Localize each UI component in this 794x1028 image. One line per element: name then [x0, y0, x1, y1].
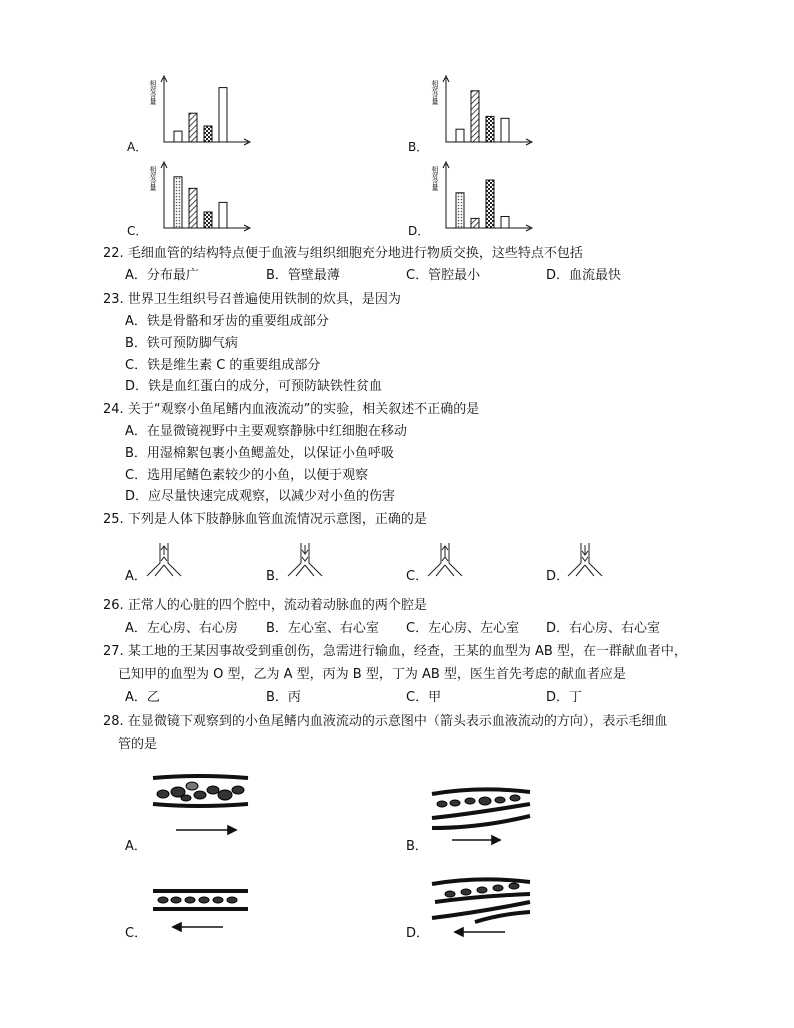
question-text: 在显微镜下观察到的小鱼尾鳍内血液流动的示意图中（箭头表示血液流动的方向），表示毛细血	[127, 714, 668, 729]
option-d: D．应尽量快速完成观察，以减少对小鱼的伤害	[125, 489, 396, 504]
option-label: C．	[127, 224, 148, 238]
y-axis-label: 相对含量	[431, 166, 439, 190]
option-a: A．铁是骨骼和牙齿的重要组成部分	[125, 314, 329, 329]
bar	[456, 193, 464, 228]
bar	[486, 116, 494, 142]
question-25	[103, 511, 427, 529]
question-number: 26.	[103, 598, 124, 613]
question-22	[103, 245, 583, 263]
option-d: D．铁是血红蛋白的成分，可预防缺铁性贫血	[125, 379, 383, 394]
bar-chart	[160, 162, 250, 232]
question-number: 28.	[103, 714, 124, 729]
option-b: B．管壁最薄	[266, 268, 340, 283]
vessel-diagram-a	[148, 770, 258, 840]
option-b: B．用湿棉絮包裹小鱼鳃盖处，以保证小鱼呼吸	[125, 446, 394, 461]
option-c: C．甲	[406, 690, 442, 705]
question-number: 22.	[103, 246, 124, 261]
option-d: D．丁	[546, 690, 583, 705]
question-26	[103, 597, 427, 615]
option-a: A．乙	[125, 690, 160, 705]
bar	[174, 177, 182, 228]
vein-diagram-a	[145, 543, 185, 583]
bar	[471, 91, 479, 142]
question-text: 毛细血管的结构特点便于血液与组织细胞充分地进行物质交换，这些特点不包括	[127, 246, 583, 261]
vein-diagram-c	[426, 543, 466, 583]
bar	[486, 180, 494, 228]
bar	[219, 202, 227, 228]
option-b: B．铁可预防脚气病	[125, 336, 238, 351]
bar	[189, 188, 197, 228]
option-a: A．左心房、右心房	[125, 621, 238, 636]
question-text: 世界卫生组织号召普遍使用铁制的炊具，是因为	[127, 292, 401, 307]
option-d: D．血流最快	[546, 268, 622, 283]
question-number: 24.	[103, 402, 124, 417]
option-c: C．选用尾鳍色素较少的小鱼，以便于观察	[125, 468, 369, 483]
option-a: A．	[125, 569, 147, 584]
y-axis-label: 相对含量	[149, 166, 157, 190]
option-c: C．	[406, 569, 429, 584]
option-label: B．	[408, 140, 429, 154]
bar	[189, 113, 197, 142]
question-text: 关于“观察小鱼尾鳍内血液流动”的实验，相关叙述不正确的是	[127, 402, 480, 417]
option-label: D．	[408, 224, 430, 238]
question-27-line-2: 已知甲的血型为 O 型，乙为 A 型，丙为 B 型，丁为 AB 型，医生首先考虑的献血者应是	[118, 667, 626, 682]
bar	[501, 118, 509, 142]
option-d: D．	[546, 569, 570, 584]
question-text: 某工地的王某因事故受到重创伤，急需进行输血，经查，王某的血型为 AB 型，在一群献血者中，	[127, 644, 687, 659]
vessel-diagram-d	[430, 872, 540, 942]
question-number: 27.	[103, 644, 124, 659]
option-b: B．	[266, 569, 288, 584]
question-24	[103, 401, 479, 419]
option-a: A．在显微镜视野中主要观察静脉中红细胞在移动	[125, 424, 407, 439]
option-d: D．	[406, 926, 430, 941]
option-b: B．	[406, 839, 428, 854]
bar	[204, 212, 212, 228]
option-b: B．左心室、右心室	[266, 621, 379, 636]
bar	[204, 126, 212, 142]
option-c: C．左心房、左心室	[406, 621, 520, 636]
question-text: 下列是人体下肢静脉血管血流情况示意图，正确的是	[127, 512, 427, 527]
bar-chart	[160, 76, 250, 146]
option-b: B．丙	[266, 690, 301, 705]
option-d: D．右心房、右心室	[546, 621, 661, 636]
vein-diagram-d	[566, 543, 606, 583]
y-axis-label: 相对含量	[431, 80, 439, 104]
question-23	[103, 291, 401, 309]
option-a: A．分布最广	[125, 268, 199, 283]
bar	[174, 131, 182, 142]
question-text: 正常人的心脏的四个腔中，流动着动脉血的两个腔是	[127, 598, 427, 613]
bar-chart	[442, 76, 532, 146]
option-c: C．	[125, 926, 148, 941]
vein-diagram-b	[286, 543, 326, 583]
question-27	[103, 643, 687, 661]
question-28	[103, 713, 667, 731]
bar	[501, 216, 509, 228]
bar-chart	[442, 162, 532, 232]
question-number: 23.	[103, 292, 124, 307]
question-number: 25.	[103, 512, 124, 527]
vessel-diagram-b	[430, 776, 540, 846]
y-axis-label: 相对含量	[149, 80, 157, 104]
bar	[471, 218, 479, 228]
vessel-diagram-c	[148, 885, 258, 945]
option-c: C．管腔最小	[406, 268, 481, 283]
bar	[219, 88, 227, 142]
option-label: A．	[127, 140, 148, 154]
option-a: A．	[125, 839, 147, 854]
bar	[456, 129, 464, 142]
option-c: C．铁是维生素 C 的重要组成部分	[125, 358, 321, 373]
question-28-line-2: 管的是	[118, 737, 158, 752]
